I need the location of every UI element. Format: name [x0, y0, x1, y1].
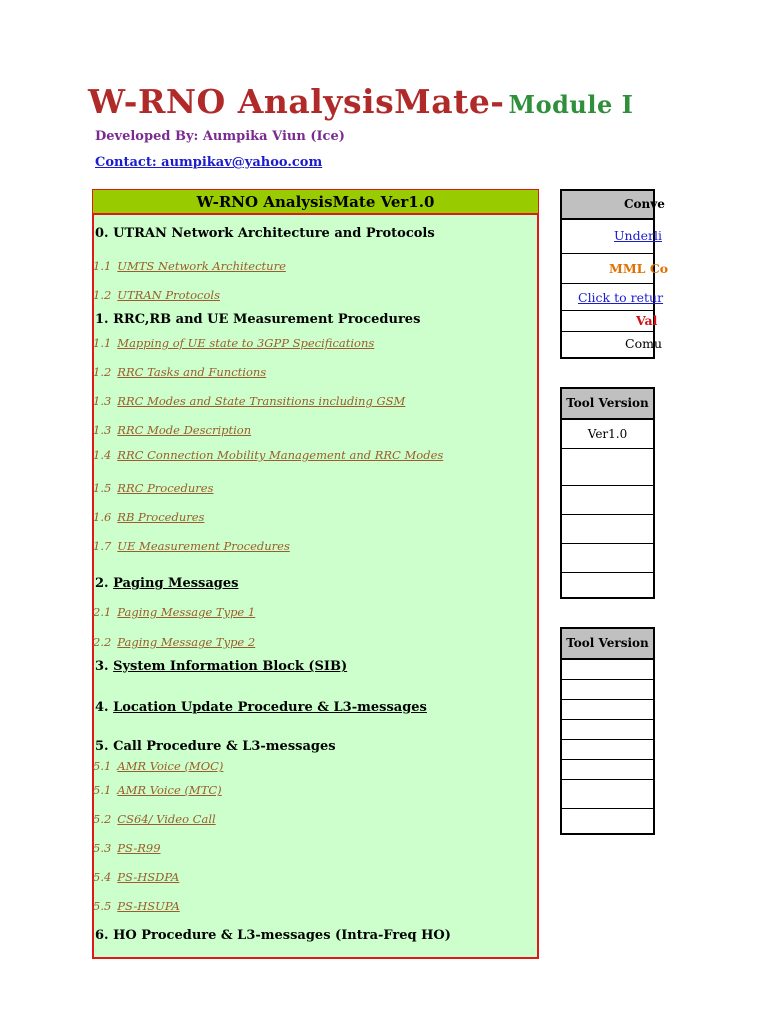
developer-credit: Developed By: Aumpika Viun (Ice) — [95, 129, 345, 144]
item-label: PS-R99 — [117, 841, 161, 855]
link-umts-network-architecture[interactable] — [93, 259, 286, 273]
section-label: Paging Messages — [113, 576, 239, 591]
section-number: 2. — [95, 576, 109, 591]
section-label: System Information Block (SIB) — [113, 659, 348, 674]
item-number: 5.3 — [93, 841, 112, 855]
table-cell — [562, 720, 653, 740]
item-label: Paging Message Type 2 — [117, 635, 256, 649]
item-number: 1.1 — [93, 336, 112, 350]
link-rb-procedures[interactable] — [93, 510, 204, 524]
item-number: 1.5 — [93, 481, 112, 495]
table-cell — [562, 573, 653, 599]
tool-version-value: Ver1.0 — [562, 420, 653, 449]
module-label: Module I — [508, 90, 634, 119]
item-number: 2.2 — [93, 635, 112, 649]
item-label: UE Measurement Procedures — [117, 539, 290, 553]
item-label: RRC Procedures — [117, 481, 214, 495]
section-number: 6. — [95, 928, 109, 943]
conversion-panel — [560, 189, 669, 359]
link-rrc-connection-mobility[interactable] — [93, 448, 443, 462]
item-label: PS-HSDPA — [117, 870, 180, 884]
item-label: PS-HSUPA — [117, 899, 180, 913]
link-ps-hsupa[interactable] — [93, 899, 180, 913]
item-number: 1.6 — [93, 510, 112, 524]
tool-version-header: Tool Version — [562, 629, 653, 660]
item-label: AMR Voice (MOC) — [117, 759, 224, 773]
link-rrc-mode-description[interactable] — [93, 423, 251, 437]
item-label: RRC Connection Mobility Management and RRC Modes — [117, 448, 444, 462]
section-paging[interactable] — [95, 576, 238, 591]
contact-link[interactable]: Contact: aumpikav@yahoo.com — [95, 155, 323, 170]
table-cell — [562, 760, 653, 780]
item-number: 1.4 — [93, 448, 112, 462]
title-text: W-RNO AnalysisMate- — [88, 82, 505, 121]
table-cell — [562, 700, 653, 720]
table-cell — [562, 515, 653, 544]
item-number: 1.2 — [93, 288, 112, 302]
section-number: 5. — [95, 739, 109, 754]
conversion-mml-label: MML Co — [562, 254, 653, 284]
item-number: 5.5 — [93, 899, 112, 913]
link-mapping-ue-state[interactable] — [93, 336, 374, 350]
link-paging-type-1[interactable] — [93, 605, 255, 619]
tool-version-header: Tool Version — [562, 389, 653, 420]
section-label: UTRAN Network Architecture and Protocols — [113, 226, 435, 241]
item-number: 1.7 — [93, 539, 112, 553]
item-label: AMR Voice (MTC) — [117, 783, 222, 797]
table-cell — [562, 809, 653, 835]
section-label: RRC,RB and UE Measurement Procedures — [113, 312, 421, 327]
link-amr-voice-moc[interactable] — [93, 759, 223, 773]
item-number: 1.1 — [93, 259, 112, 273]
conversion-underline-link[interactable]: Underli — [562, 220, 653, 254]
section-number: 4. — [95, 700, 109, 715]
item-label: RRC Modes and State Transitions including GSM — [117, 394, 406, 408]
link-rrc-tasks[interactable] — [93, 365, 266, 379]
section-number: 1. — [95, 312, 109, 327]
section-utran — [95, 226, 435, 241]
item-label: RRC Tasks and Functions — [117, 365, 267, 379]
item-label: Mapping of UE state to 3GPP Specifications — [117, 336, 375, 350]
tool-version-panel-2 — [560, 627, 655, 835]
link-paging-type-2[interactable] — [93, 635, 255, 649]
item-number: 5.1 — [93, 783, 112, 797]
conversion-header: Conve — [562, 191, 653, 220]
item-label: CS64/ Video Call — [117, 812, 216, 826]
section-number: 3. — [95, 659, 109, 674]
table-cell — [562, 449, 653, 486]
table-cell — [562, 680, 653, 700]
item-label: RRC Mode Description — [117, 423, 252, 437]
section-rrc — [95, 312, 420, 327]
section-call-procedure — [95, 739, 336, 754]
table-cell — [562, 544, 653, 573]
link-cs64-video-call[interactable] — [93, 812, 216, 826]
section-ho-procedure — [95, 928, 451, 943]
conversion-value-label: Val — [562, 311, 653, 332]
item-number: 1.2 — [93, 365, 112, 379]
table-cell — [562, 486, 653, 515]
section-label: HO Procedure & L3-messages (Intra-Freq HO) — [113, 928, 451, 943]
item-number: 5.4 — [93, 870, 112, 884]
link-rrc-procedures[interactable] — [93, 481, 213, 495]
table-cell — [562, 780, 653, 809]
item-label: Paging Message Type 1 — [117, 605, 256, 619]
page-title — [88, 80, 633, 127]
item-label: UMTS Network Architecture — [117, 259, 286, 273]
item-number: 1.3 — [93, 394, 112, 408]
section-label: Location Update Procedure & L3-messages — [113, 700, 427, 715]
link-utran-protocols[interactable] — [93, 288, 220, 302]
link-rrc-modes-transitions[interactable] — [93, 394, 405, 408]
item-label: RB Procedures — [117, 510, 205, 524]
item-number: 1.3 — [93, 423, 112, 437]
item-number: 5.1 — [93, 759, 112, 773]
section-sib[interactable] — [95, 659, 347, 674]
link-amr-voice-mtc[interactable] — [93, 783, 222, 797]
click-to-return-link[interactable]: Click to retur — [562, 284, 653, 311]
section-number: 0. — [95, 226, 109, 241]
link-ps-r99[interactable] — [93, 841, 161, 855]
tool-version-panel-1 — [560, 387, 655, 599]
link-ue-measurement[interactable] — [93, 539, 290, 553]
section-location-update[interactable] — [95, 700, 427, 715]
link-ps-hsdpa[interactable] — [93, 870, 179, 884]
conversion-comment-label: Comu — [625, 336, 662, 351]
item-number: 2.1 — [93, 605, 112, 619]
menu-title: W-RNO AnalysisMate Ver1.0 — [93, 190, 538, 215]
item-label: UTRAN Protocols — [117, 288, 220, 302]
table-cell — [562, 660, 653, 680]
section-label: Call Procedure & L3-messages — [113, 739, 336, 754]
item-number: 5.2 — [93, 812, 112, 826]
table-cell — [562, 740, 653, 760]
